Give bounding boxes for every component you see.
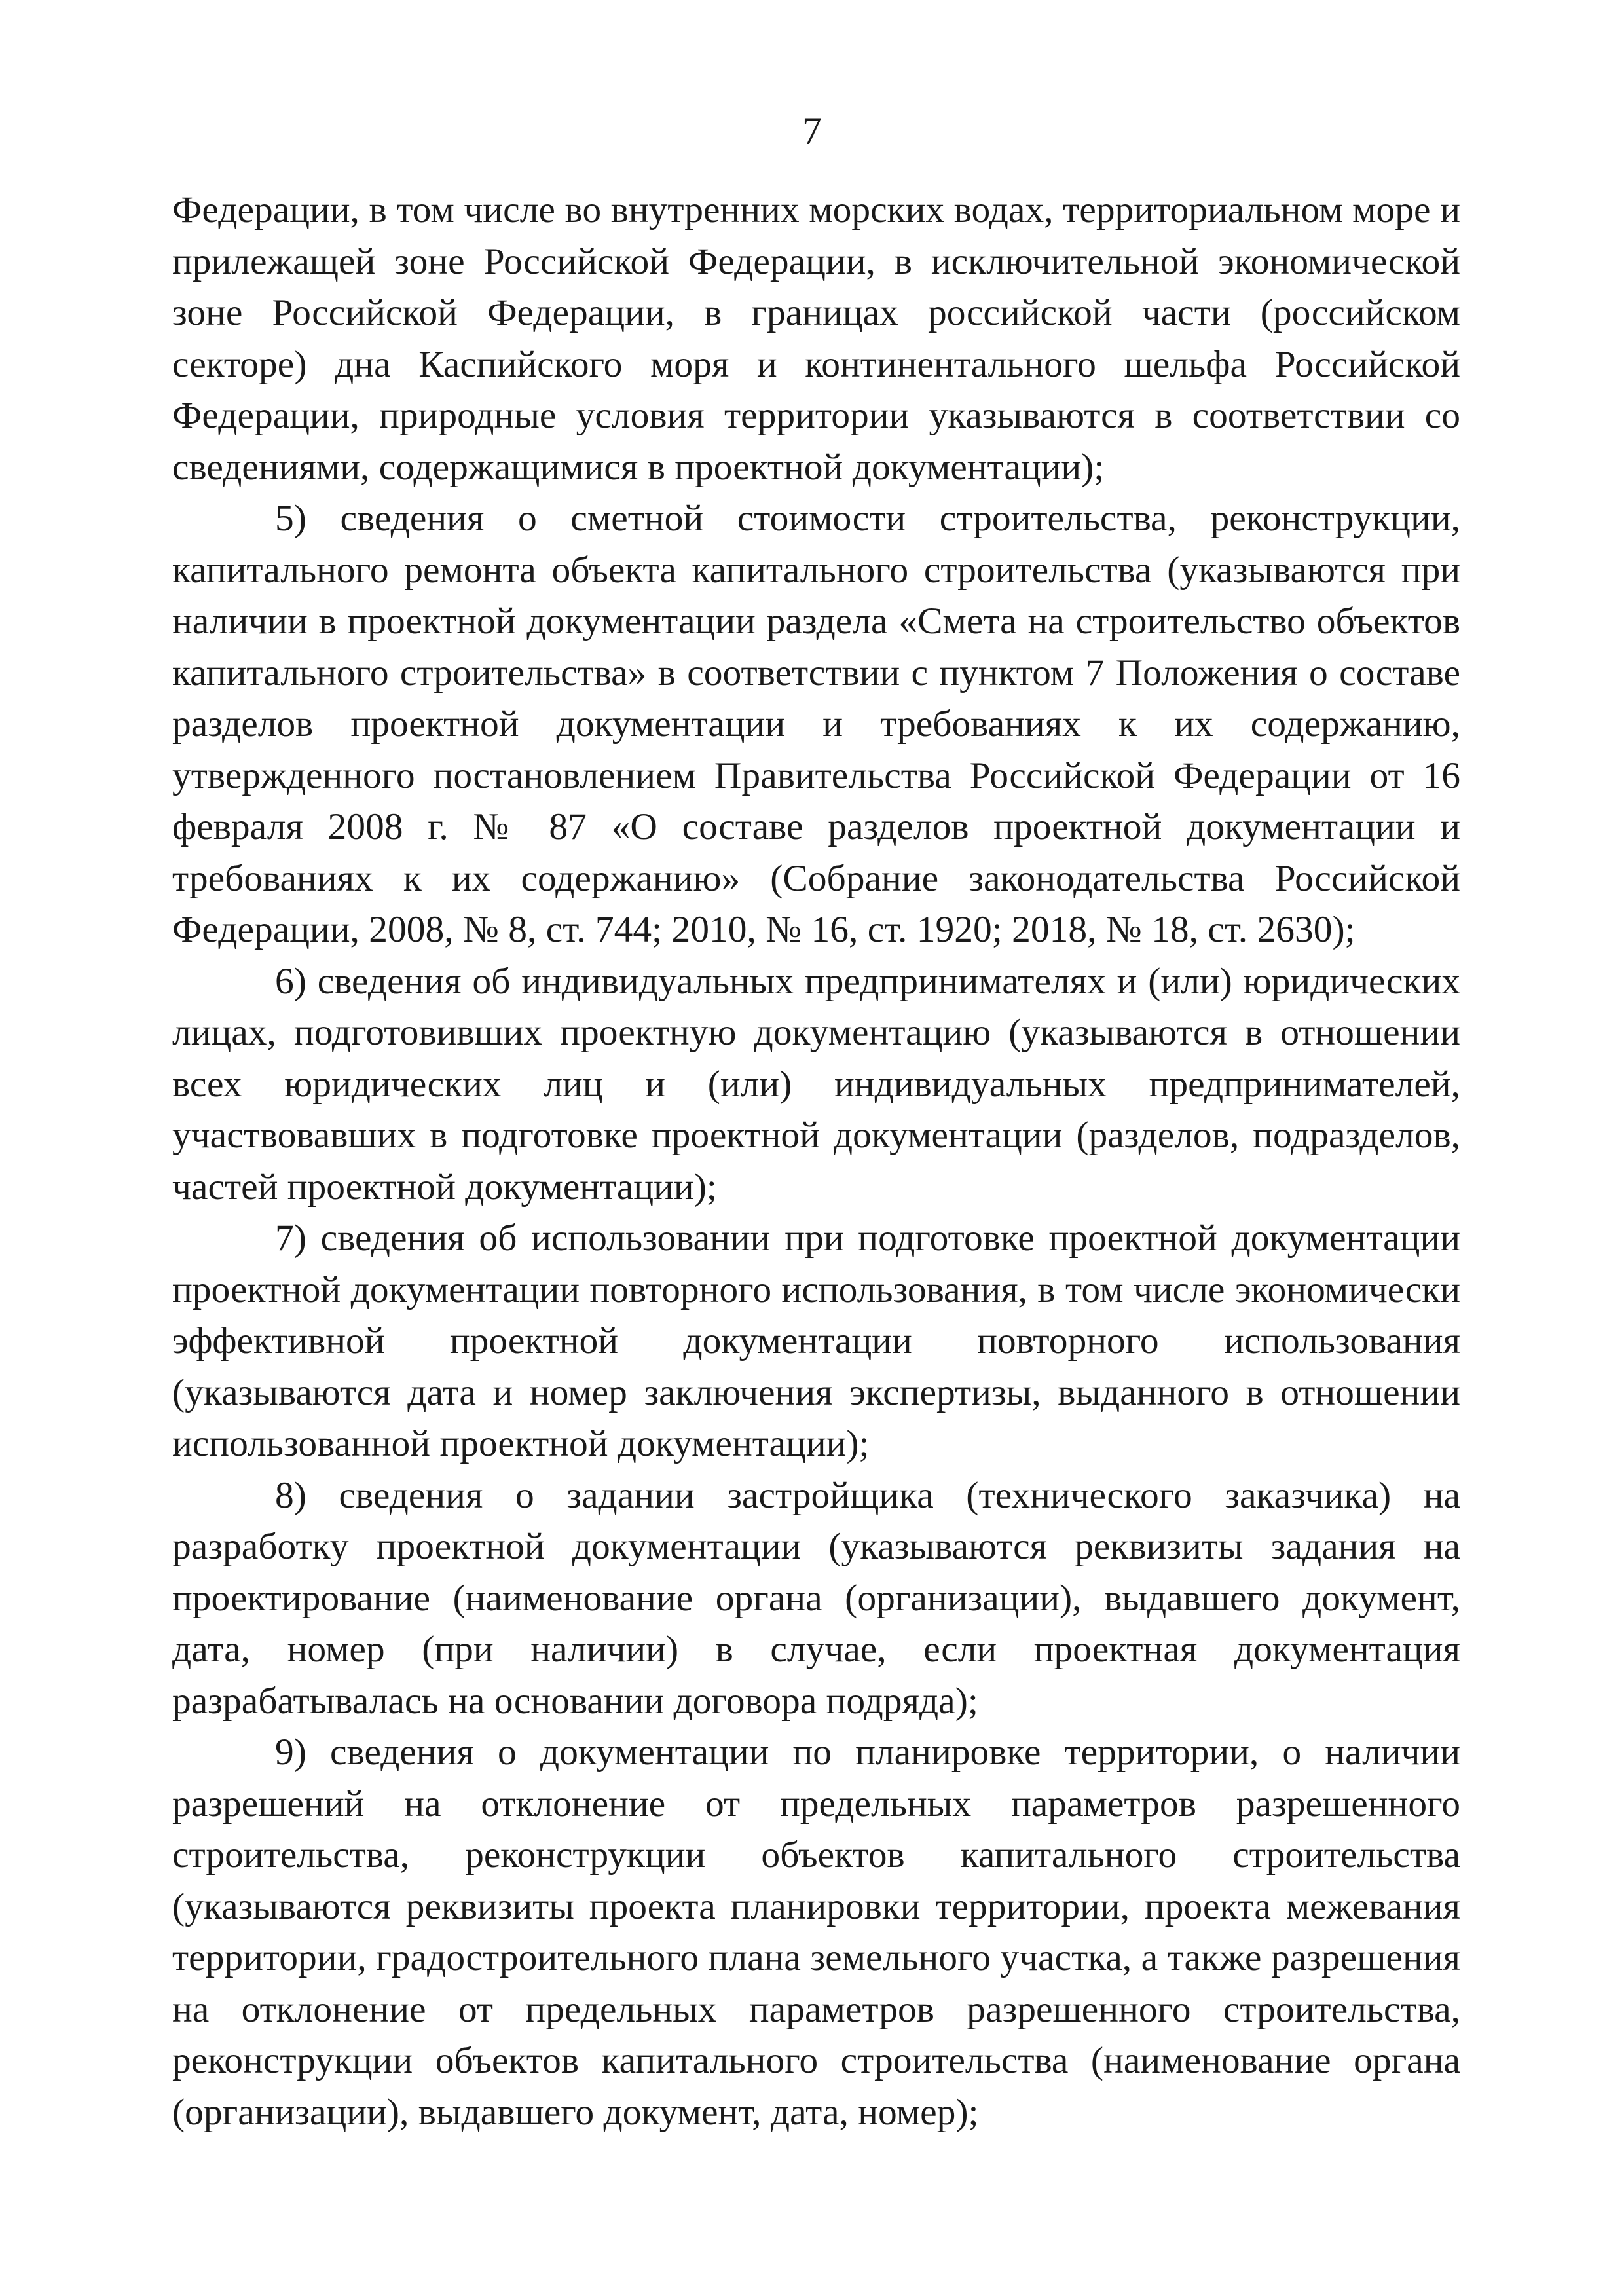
document-body: [172, 185, 1460, 2138]
paragraph-item-8: 8) сведения о задании застройщика (технического заказчика) на разработку проектной документации (указываются реквизиты задания на проектирование (наименование органа (организации), выдавшего документ, дата, номер (при наличии) в случае, если проектная документация разрабатывалась на основании договора подряда);: [172, 1474, 1460, 1722]
paragraph-item-7: 7) сведения об использовании при подготовке проектной документации проектной документации повторного использования, в том числе экономически эффективной проектной документации повторного использования (указываются дата и номер заключения экспертизы, выданного в отношении использованной проектной документации);: [172, 1217, 1460, 1464]
paragraph-item-5: 5) сведения о сметной стоимости строительства, реконструкции, капитального ремонта объекта капитального строительства (указываются при наличии в проектной документации раздела «Смета на строительство объектов капитального строительства» в соответствии с пунктом 7 Положения о составе разделов проектной документации и требованиях к их содержанию, утвержденного постановлением Правительства Российской Федерации от 16 февраля 2008 г. № 87 «О составе разделов проектной документации и требованиях к их содержанию» (Собрание законодательства Российской Федерации, 2008, № 8, ст. 744; 2010, № 16, ст. 1920; 2018, № 18, ст. 2630);: [172, 498, 1460, 950]
paragraph-item-6: 6) сведения об индивидуальных предпринимателях и (или) юридических лицах, подготовивших проектную документацию (указываются в отношении всех юридических лиц и (или) индивидуальных предпринимателей, участвовавших в подготовке проектной документации (разделов, подразделов, частей проектной документации);: [172, 960, 1460, 1208]
paragraph-item-9: 9) сведения о документации по планировке территории, о наличии разрешений на отклонение от предельных параметров разрешенного строительства, реконструкции объектов капитального строительства (указываются реквизиты проекта планировки территории, проекта межевания территории, градостроительного плана земельного участка, а также разрешения на отклонение от предельных параметров разрешенного строительства, реконструкции объектов капитального строительства (наименование органа (организации), выдавшего документ, дата, номер);: [172, 1731, 1460, 2133]
page-number: 7: [802, 109, 822, 153]
paragraph-continuation: Федерации, в том числе во внутренних морских водах, территориальном море и прилежащей зоне Российской Федерации, в исключительной экономической зоне Российской Федерации, в границах российской части (российском секторе) дна Каспийского моря и континентального шельфа Российской Федерации, природные условия территории указываются в соответствии со сведениями, содержащимися в проектной документации);: [172, 189, 1460, 488]
